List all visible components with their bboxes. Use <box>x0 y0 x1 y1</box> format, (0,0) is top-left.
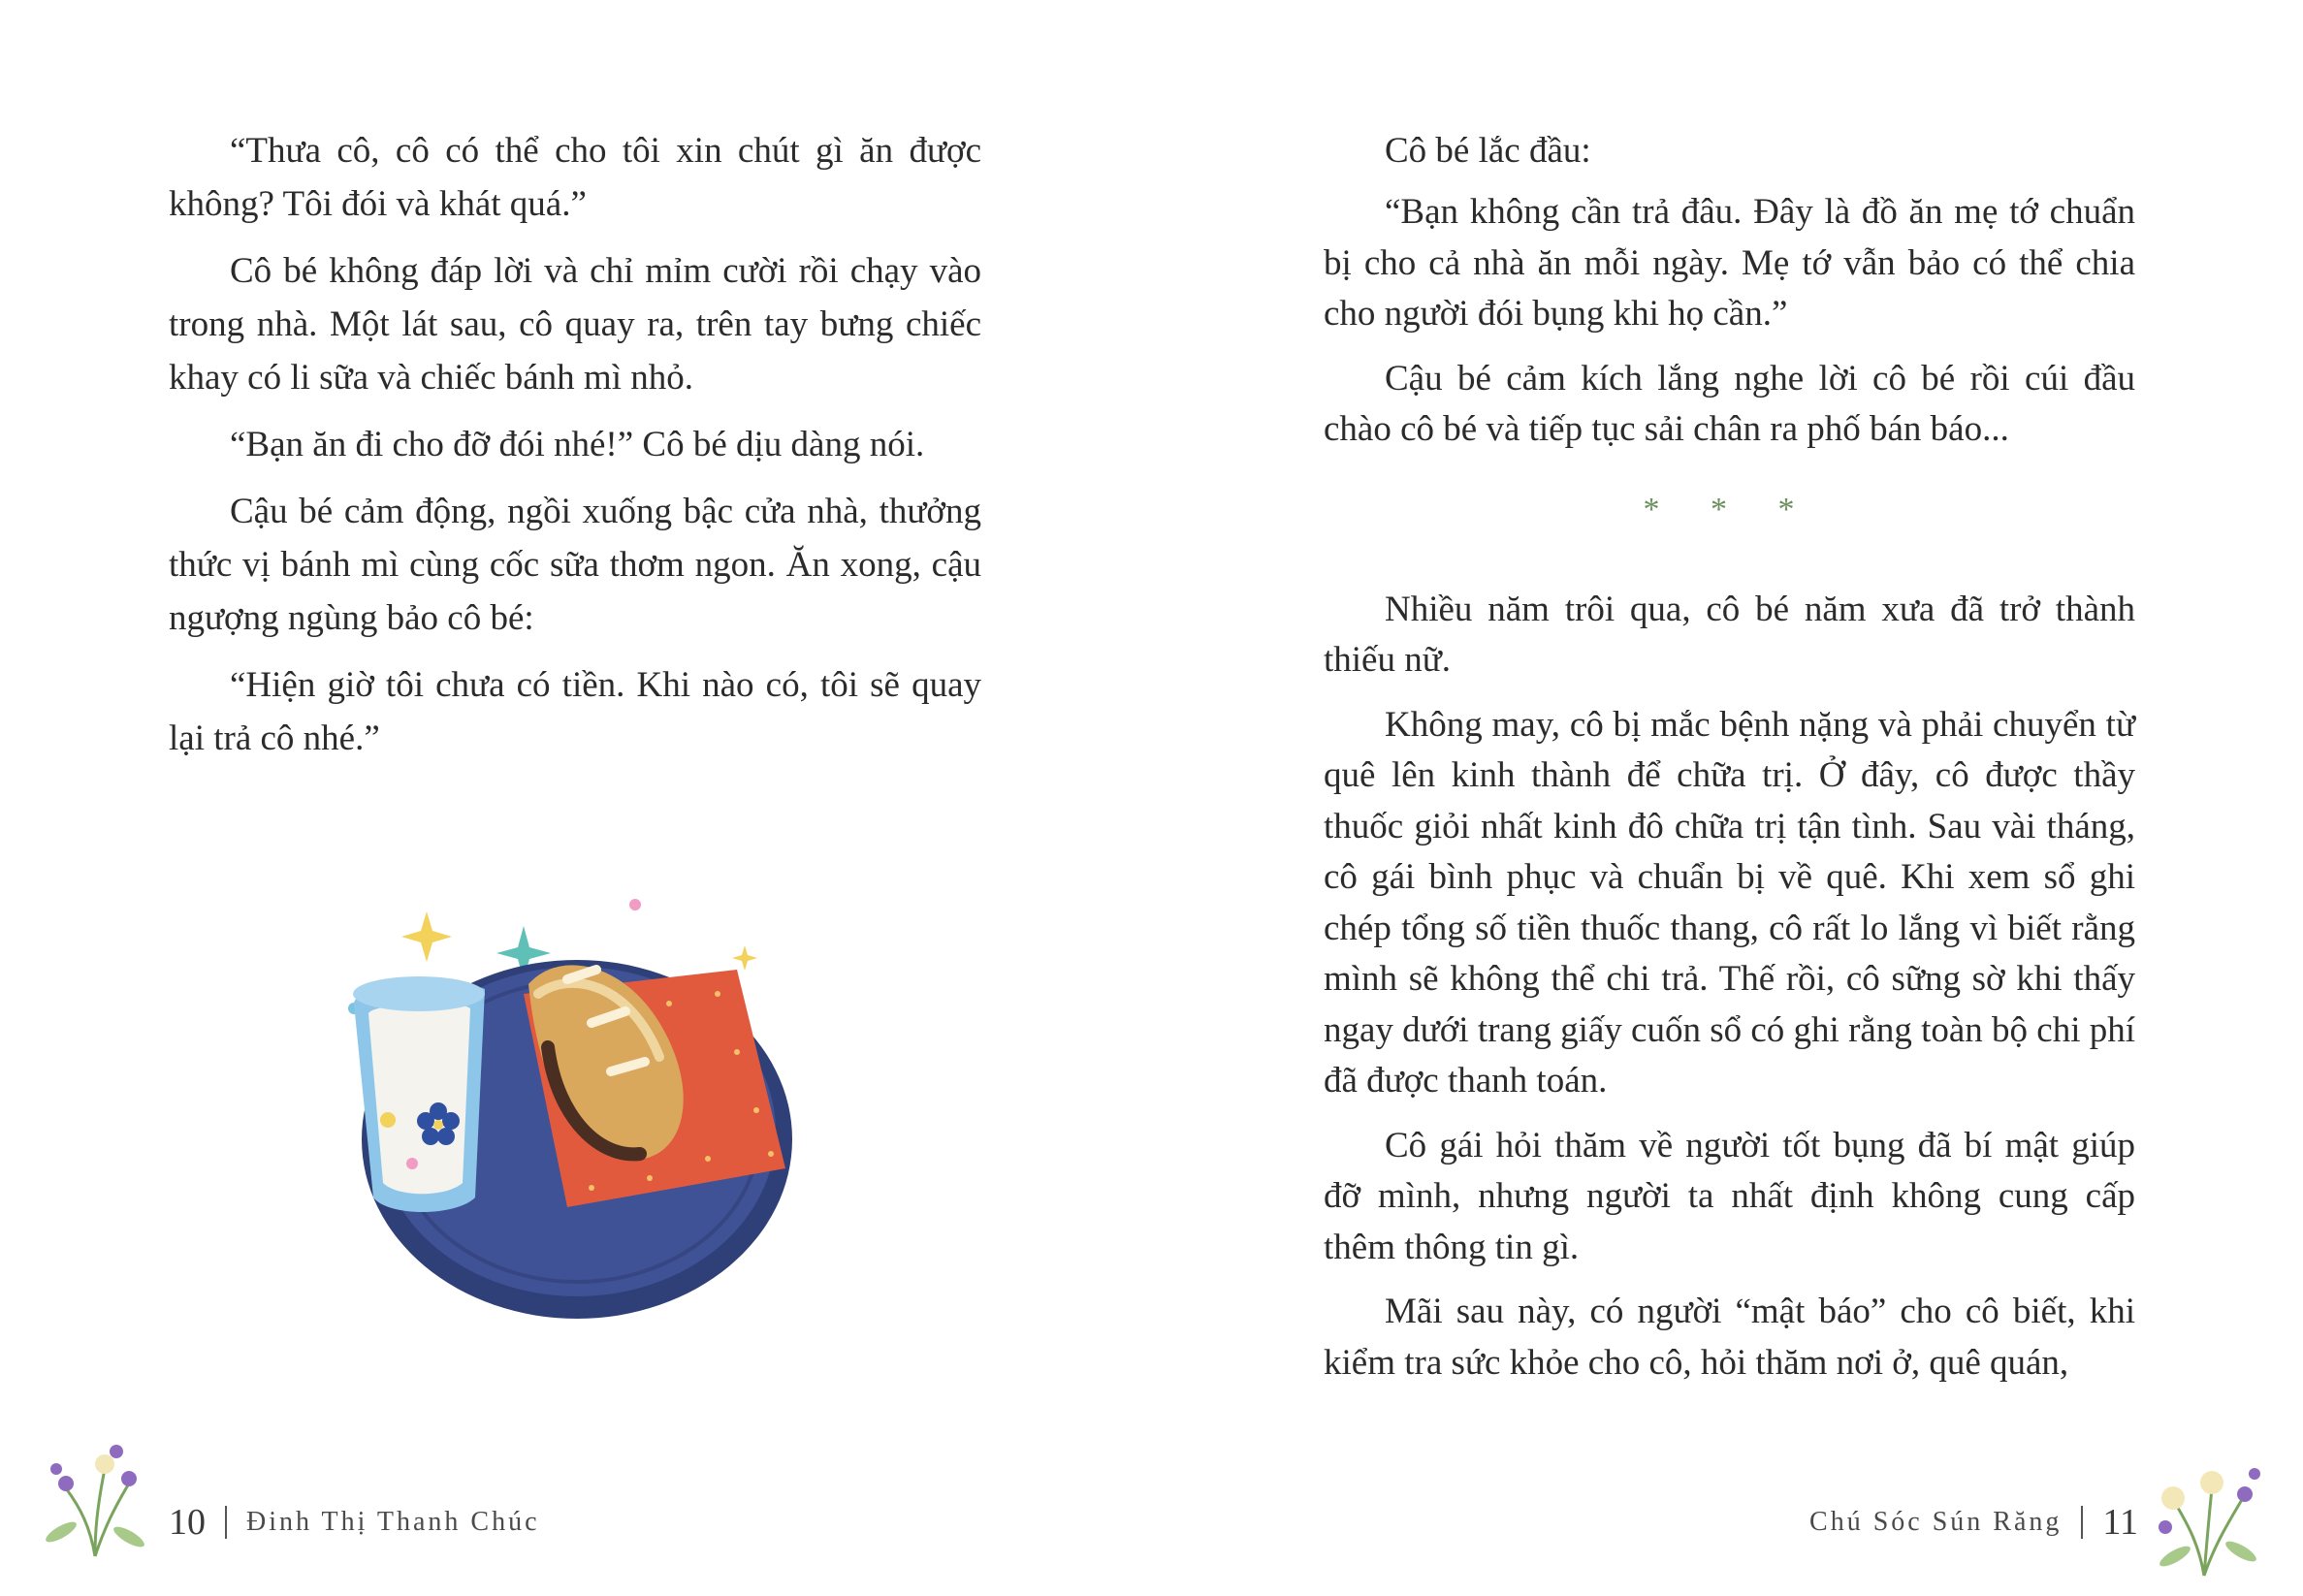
milk-bread-illustration <box>330 878 834 1324</box>
left-page <box>0 0 1151 1596</box>
wildflower-decoration-left <box>37 1440 163 1561</box>
section-separator: * * * <box>1643 491 1816 527</box>
right-page-text <box>1324 124 2135 1402</box>
footer-left <box>169 1498 540 1547</box>
paragraph: Cô bé không đáp lời và chỉ mỉm cười rồi chạy vào trong nhà. Một lát sau, cô quay ra, trên tay bưng chiếc khay có li sữa và chiếc bánh mì nhỏ. <box>169 251 981 398</box>
page-number: 10 <box>169 1502 206 1543</box>
running-head-title: Chú Sóc Sún Răng <box>1809 1507 2063 1537</box>
paragraph: Cô gái hỏi thăm về người tốt bụng đã bí mật giúp đỡ mình, nhưng người ta nhất định không cung cấp thêm thông tin gì. <box>1324 1125 2135 1267</box>
paragraph: “Bạn không cần trả đâu. Đây là đồ ăn mẹ tớ chuẩn bị cho cả nhà ăn mỗi ngày. Mẹ tớ vẫn bảo có thể chia cho người đói bụng khi họ cần.” <box>1324 192 2135 334</box>
footer-divider <box>2081 1506 2083 1539</box>
left-page-text <box>169 124 981 779</box>
paragraph: “Bạn ăn đi cho đỡ đói nhé!” Cô bé dịu dàng nói. <box>230 425 925 464</box>
paragraph: Cô bé lắc đầu: <box>1385 131 1591 171</box>
right-page <box>1151 0 2303 1596</box>
paragraph: Mãi sau này, có người “mật báo” cho cô biết, khi kiểm tra sức khỏe cho cô, hỏi thăm nơi ở, quê quán, <box>1324 1292 2135 1383</box>
wildflower-decoration-right <box>2146 1459 2272 1580</box>
paragraph: Nhiều năm trôi qua, cô bé năm xưa đã trở thành thiếu nữ. <box>1324 589 2135 680</box>
running-head-author: Đinh Thị Thanh Chúc <box>246 1507 540 1537</box>
footer-right <box>1809 1498 2138 1547</box>
paragraph: Không may, cô bị mắc bệnh nặng và phải chuyển từ quê lên kinh thành để chữa trị. Ở đây, cô được thầy thuốc giỏi nhất kinh đô chữa trị tận tình. Sau vài tháng, cô gái bình phục và chuẩn bị về quê. Khi xem sổ ghi chép tổng số tiền thuốc thang, cô rất lo lắng vì biết rằng mình sẽ không thể chi trả. Thế rồi, cô sững sờ khi thấy ngay dưới trang giấy cuốn sổ có ghi rằng toàn bộ chi phí đã được thanh toán. <box>1324 704 2135 1101</box>
footer-divider <box>225 1506 227 1539</box>
paragraph: Cậu bé cảm kích lắng nghe lời cô bé rồi cúi đầu chào cô bé và tiếp tục sải chân ra phố bán báo... <box>1324 358 2135 449</box>
paragraph: “Hiện giờ tôi chưa có tiền. Khi nào có, tôi sẽ quay lại trả cô nhé.” <box>169 665 981 758</box>
paragraph: “Thưa cô, cô có thể cho tôi xin chút gì ăn được không? Tôi đói và khát quá.” <box>169 131 981 224</box>
paragraph: Cậu bé cảm động, ngồi xuống bậc cửa nhà, thưởng thức vị bánh mì cùng cốc sữa thơm ngon. Ăn xong, cậu ngượng ngùng bảo cô bé: <box>169 492 981 638</box>
page-number: 11 <box>2102 1502 2138 1543</box>
